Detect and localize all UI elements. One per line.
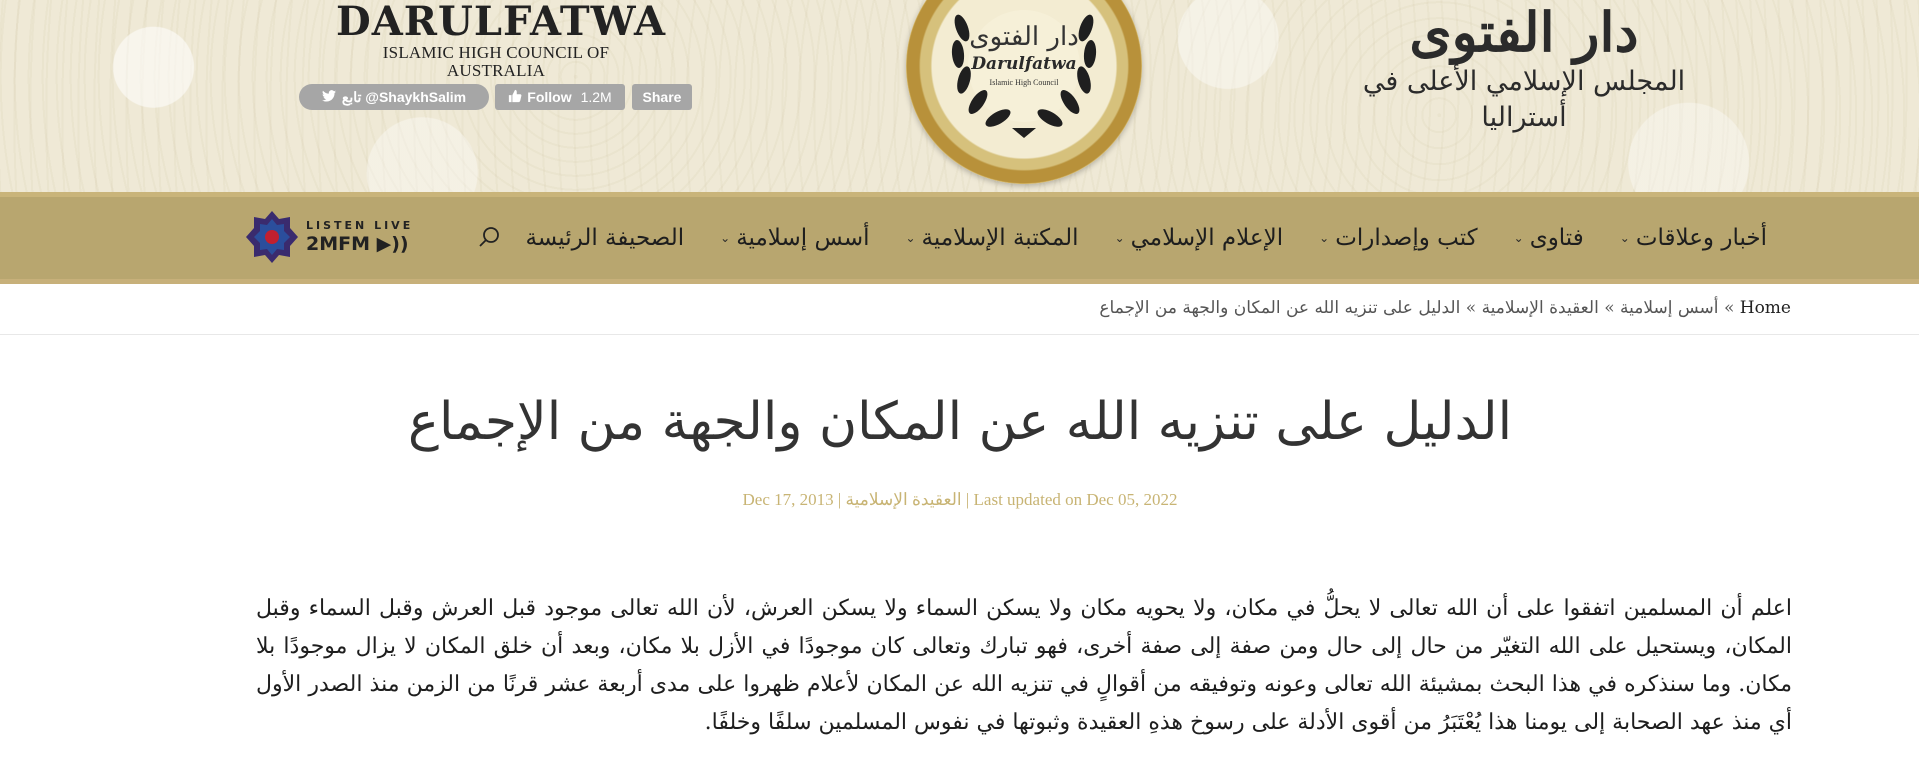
- radio-text: [306, 219, 413, 255]
- breadcrumb-islamic-foundations[interactable]: أسس إسلامية: [1620, 298, 1719, 318]
- breadcrumb-separator: »: [1723, 298, 1735, 318]
- breadcrumb-home[interactable]: Home: [1739, 298, 1791, 318]
- breadcrumb-islamic-creed[interactable]: العقيدة الإسلامية: [1481, 298, 1599, 318]
- radio-station-name: 2MFM ▶︎)): [306, 233, 409, 255]
- chevron-down-icon: ⌄: [1513, 231, 1524, 245]
- chevron-down-icon: ⌄: [720, 231, 731, 245]
- breadcrumb: [1099, 292, 1791, 324]
- nav-menu: [489, 192, 1767, 284]
- nav-item-label: كتب وإصدارات: [1335, 225, 1478, 251]
- share-label: Share: [642, 89, 682, 105]
- nav-item-fatwas[interactable]: [1514, 225, 1584, 251]
- facebook-follow-label: Follow: [527, 89, 572, 105]
- emblem-arabic-text: دار الفتوى: [969, 22, 1079, 52]
- nav-item-news[interactable]: [1620, 225, 1767, 251]
- brand-logo-english[interactable]: [336, 0, 667, 80]
- twitter-icon: [322, 89, 336, 105]
- arabic-brand-subtitle: المجلس الإسلامي الأعلى في أستراليا: [1362, 66, 1686, 133]
- emblem-english-text: Darulfatwa: [971, 54, 1077, 74]
- chevron-down-icon: ⌄: [1319, 231, 1330, 245]
- facebook-follow-count: 1.2M: [580, 89, 612, 105]
- breadcrumb-separator: »: [1465, 298, 1477, 318]
- brand-subtitle: ISLAMIC HIGH COUNCIL OF AUSTRALIA: [382, 43, 610, 80]
- share-button[interactable]: [632, 84, 692, 110]
- brand-logo-arabic[interactable]: [1334, 0, 1714, 136]
- post-meta: Dec 17, 2013 | العقيدة الإسلامية | Last updated on Dec 05, 2022: [742, 490, 1178, 509]
- play-icon: ▶︎)): [376, 233, 409, 255]
- listen-live-label: LISTEN LIVE: [306, 219, 414, 232]
- search-icon[interactable]: [476, 224, 504, 252]
- nav-item-label: المكتبة الإسلامية: [921, 225, 1079, 251]
- twitter-follow-button[interactable]: [299, 84, 489, 110]
- page-title: الدليل على تنزيه الله عن المكان والجهة من الإجماع: [407, 392, 1513, 452]
- emblem-subtitle: Islamic High Council: [989, 78, 1059, 87]
- nav-item-islamic-foundations[interactable]: [720, 225, 869, 251]
- breadcrumb-separator: »: [1604, 298, 1615, 318]
- nav-item-islamic-media[interactable]: [1115, 225, 1284, 251]
- twitter-follow-label: تابع @ShaykhSalim: [341, 88, 467, 105]
- facebook-follow-button[interactable]: [495, 84, 625, 110]
- chevron-down-icon: ⌄: [905, 231, 916, 245]
- nav-item-label: فتاوى: [1529, 225, 1584, 251]
- nav-item-islamic-library[interactable]: [905, 225, 1078, 251]
- site-header: [0, 0, 1919, 192]
- chevron-down-icon: ⌄: [1619, 231, 1630, 245]
- nav-item-label: أسس إسلامية: [736, 225, 870, 251]
- nav-item-label: أخبار وعلاقات: [1635, 225, 1767, 251]
- listen-live-radio-link[interactable]: [244, 210, 413, 264]
- article-body: اعلم أن المسلمين اتفقوا على أن الله تعالى لا يحلُّ في مكان، ولا يحويه مكان ولا يسكن السماء ولا يسكن العرش، لأن الله تعالى موجود قبل العرش وقبل السماء وقبل المكان، ويستحيل على الله التغيّر من حال إلى حال ومن صفة إلى صفة أخرى، فهو تبارك وتعالى كان موجودًا في الأزل بلا مكان، وبعد أن خلق المكان لا يزال موجودًا بلا مكان. وما سنذكره في هذا البحث بمشيئة الله تعالى وعونه وتوفيقه من أقوالٍ في تنزيه الله عن المكان لأعلام ظهروا على مدى أربعة عشر قرنًا من الزمن منذ الصدر الأول أي منذ عهد الصحابة إلى يومنا هذا يُعْتَبَرُ من أقوى الأدلة على رسوخ هذهِ العقيدة وثبوتها في نفوس المسلمين سلفًا وخلفًا.: [256, 596, 1792, 735]
- nav-item-label: الإعلام الإسلامي: [1130, 225, 1284, 251]
- arabic-brand-title: دار الفتوى: [1409, 0, 1639, 64]
- nav-item-books[interactable]: [1319, 225, 1478, 251]
- thumbs-up-icon: [508, 89, 522, 106]
- radio-station-logo-icon: [244, 209, 300, 265]
- site-emblem-logo[interactable]: [906, 0, 1142, 184]
- breadcrumb-current: الدليل على تنزيه الله عن المكان والجهة من الإجماع: [1099, 298, 1461, 318]
- nav-item-label: الصحيفة الرئيسة: [525, 225, 685, 251]
- divider: [0, 334, 1919, 335]
- nav-item-home[interactable]: [525, 225, 684, 251]
- chevron-down-icon: ⌄: [1114, 231, 1125, 245]
- brand-name: DARULFATWA: [336, 0, 667, 45]
